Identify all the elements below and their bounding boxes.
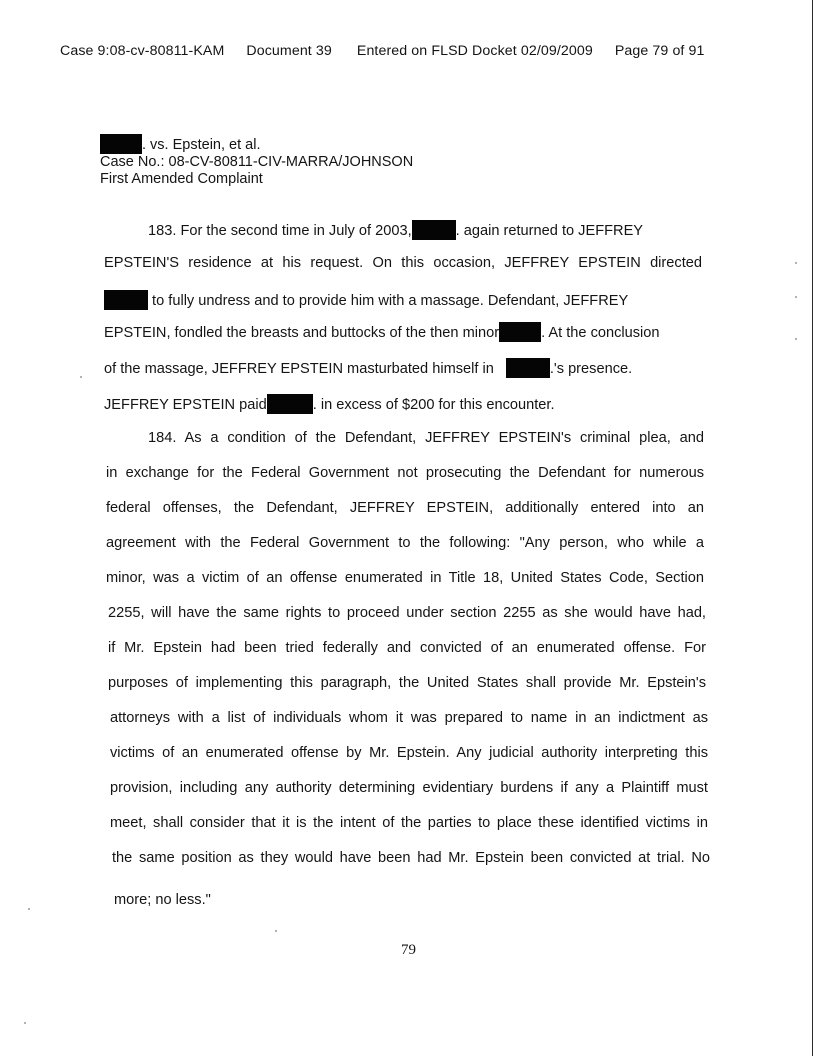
redaction-bar: [499, 322, 541, 342]
scan-speck: [795, 296, 797, 298]
redaction-bar: [104, 290, 148, 310]
scan-speck: [795, 262, 797, 264]
document-number: Document 39: [246, 43, 332, 59]
text-line: . At the conclusion: [541, 325, 660, 341]
scan-speck: [80, 376, 82, 378]
text-line: purposes of implementing this paragraph, the United States shall provide Mr. Epstein's: [108, 675, 706, 691]
text-line: minor, was a victim of an offense enumerated in Title 18, United States Code, Section: [106, 570, 704, 586]
docket-header: [60, 43, 705, 59]
text-line: EPSTEIN, fondled the breasts and buttocks of the then minor: [104, 325, 500, 341]
text-line: .'s presence.: [549, 361, 633, 377]
redaction-bar: [412, 220, 456, 240]
text-line: victims of an enumerated offense by Mr. Epstein. Any judicial authority interpreting this: [110, 745, 708, 761]
case-number: Case 9:08-cv-80811-KAM: [60, 43, 225, 59]
text-line: agreement with the Federal Government to the following: "Any person, who while a: [106, 535, 704, 551]
text-line: 184. As a condition of the Defendant, JEFFREY EPSTEIN's criminal plea, and: [148, 430, 704, 446]
text-line: 2255, will have the same rights to proceed under section 2255 as she would have had,: [108, 605, 706, 621]
docket-entry: Entered on FLSD Docket 02/09/2009: [356, 43, 593, 59]
text-line: 183. For the second time in July of 2003,: [148, 223, 412, 239]
text-line: attorneys with a list of individuals whom it was prepared to name in an indictment as: [110, 710, 708, 726]
scan-speck: [28, 908, 30, 910]
page-number: 79: [401, 942, 416, 958]
page-of: Page 79 of 91: [614, 43, 705, 59]
caption-title: First Amended Complaint: [100, 171, 263, 187]
text-line: if Mr. Epstein had been tried federally and convicted of an enumerated offense. For: [108, 640, 706, 656]
text-line: . again returned to JEFFREY: [455, 223, 644, 239]
text-line: the same position as they would have been had Mr. Epstein been convicted at trial. No: [112, 850, 710, 866]
text-line: meet, shall consider that it is the intent of the parties to place these identified victims in: [110, 815, 708, 831]
text-line: to fully undress and to provide him with a massage. Defendant, JEFFREY: [148, 293, 629, 309]
text-line: provision, including any authority determining evidentiary burdens if any a Plaintiff must: [110, 780, 708, 796]
text-line: . in excess of $200 for this encounter.: [312, 397, 555, 413]
scan-speck: [795, 338, 797, 340]
caption-case-no: Case No.: 08-CV-80811-CIV-MARRA/JOHNSON: [100, 154, 414, 170]
text-line: of the massage, JEFFREY EPSTEIN masturbated himself in: [104, 361, 494, 377]
case-caption: [100, 134, 413, 188]
text-line: more; no less.": [114, 892, 211, 908]
caption-parties: . vs. Epstein, et al.: [142, 137, 261, 153]
redaction-bar: [267, 394, 313, 414]
text-line: JEFFREY EPSTEIN paid: [104, 397, 267, 413]
text-line: federal offenses, the Defendant, JEFFREY EPSTEIN, additionally entered into an: [106, 500, 704, 516]
scan-speck: [275, 930, 277, 932]
redaction-bar: [100, 134, 142, 154]
redaction-bar: [506, 358, 550, 378]
scan-speck: [24, 1022, 26, 1024]
text-line: EPSTEIN'S residence at his request. On this occasion, JEFFREY EPSTEIN directed: [104, 255, 702, 271]
scan-edge-line: [812, 0, 813, 1056]
text-line: in exchange for the Federal Government not prosecuting the Defendant for numerous: [106, 465, 704, 481]
